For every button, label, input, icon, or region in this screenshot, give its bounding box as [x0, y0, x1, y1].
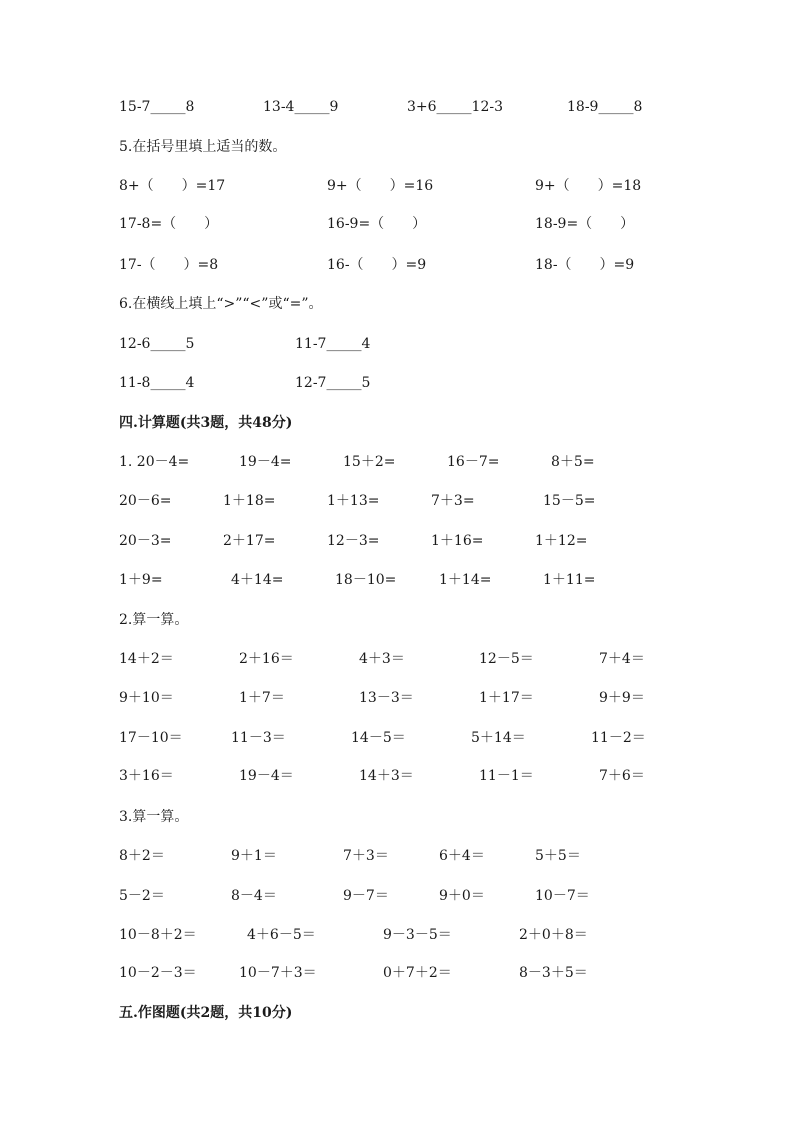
calc-row: [0, 569, 794, 591]
top-row-item: 15-7_____8: [119, 99, 195, 115]
calc-row: [0, 765, 794, 787]
q5-item: 18-9=（ ）: [535, 216, 635, 232]
q5-item: 17-8=（ ）: [119, 216, 219, 232]
top-row-item: 3+6_____12-3: [407, 99, 503, 115]
calc-item: 9－3－5＝: [383, 927, 452, 943]
q5-row: [0, 213, 794, 235]
calc-row: [0, 648, 794, 670]
calc-item: 8－3＋5＝: [519, 965, 588, 981]
q5-item: 9+（ ）=18: [535, 178, 642, 194]
q6-item: 12-7_____5: [295, 375, 371, 391]
calc-item: 8＋2＝: [119, 848, 165, 864]
calc-item: 7＋3=: [431, 493, 475, 509]
calc-item: 14＋3＝: [359, 768, 414, 784]
calc-item: 15＋2=: [343, 454, 396, 470]
q5-item: 8+（ ）=17: [119, 178, 226, 194]
q6-item: 11-8_____4: [119, 375, 195, 391]
calc-item: 17－10＝: [119, 730, 183, 746]
calc-row: [0, 727, 794, 749]
calc-item: 12－3=: [327, 533, 380, 549]
calc-item: 10－2－3＝: [119, 965, 197, 981]
calc-row: [0, 490, 794, 512]
calc-item: 13－3＝: [359, 690, 414, 706]
calc-row: [0, 530, 794, 552]
calc-item: 7＋3＝: [343, 848, 389, 864]
calc-item: 4＋3＝: [359, 651, 405, 667]
q5-item: 16-（ ）=9: [327, 257, 427, 273]
calc-item: 0＋7＋2＝: [383, 965, 452, 981]
calc-item: 2＋16＝: [239, 651, 294, 667]
calc-item: 9＋1＝: [231, 848, 277, 864]
calc-item: 10－7＝: [535, 888, 590, 904]
calc-item: 1＋13=: [327, 493, 380, 509]
section-5-title: 五.作图题(共2题，共10分): [119, 1005, 293, 1021]
calc-item: 18－10=: [335, 572, 397, 588]
q6-title: 6.在横线上填上“>”“<”或“=”。: [119, 296, 323, 312]
calc-item: 7＋4＝: [599, 651, 645, 667]
calc-item: 9＋9＝: [599, 690, 645, 706]
calc-item: 1＋11=: [543, 572, 596, 588]
q5-title: 5.在括号里填上适当的数。: [119, 139, 287, 155]
calc-item: 5－2＝: [119, 888, 165, 904]
calc-item: 1＋16=: [431, 533, 484, 549]
calc-item: 1＋17＝: [479, 690, 534, 706]
calc-item: 1＋7＝: [239, 690, 285, 706]
calc-item: 15－5=: [543, 493, 596, 509]
calc-item: 4＋6－5＝: [247, 927, 316, 943]
calc-item: 10－7＋3＝: [239, 965, 317, 981]
calc-item: 1＋9=: [119, 572, 163, 588]
top-compare-row: [0, 96, 794, 118]
q5-item: 17-（ ）=8: [119, 257, 219, 273]
calc-item: 16－7=: [447, 454, 500, 470]
calc-item: 10－8＋2＝: [119, 927, 197, 943]
q6-row: [0, 372, 794, 394]
calc-item: 2＋17=: [223, 533, 276, 549]
q6-row: [0, 333, 794, 355]
calc-row: [0, 451, 794, 473]
calc-item: 19－4=: [239, 454, 292, 470]
calc-item: 8－4＝: [231, 888, 277, 904]
calc-item: 4＋14=: [231, 572, 284, 588]
calc-item: 1＋18=: [223, 493, 276, 509]
calc-item: 9＋10＝: [119, 690, 174, 706]
calc-item: 7＋6＝: [599, 768, 645, 784]
top-row-item: 13-4_____9: [263, 99, 339, 115]
calc-item: 8＋5=: [551, 454, 595, 470]
q3-title: 3.算一算。: [119, 809, 189, 825]
calc-item: 11－2＝: [591, 730, 646, 746]
calc-row: [0, 962, 794, 984]
q2-title: 2.算一算。: [119, 612, 189, 628]
q6-item: 12-6_____5: [119, 336, 195, 352]
calc-item: 14＋2＝: [119, 651, 174, 667]
calc-item: 11－3＝: [231, 730, 286, 746]
top-row-item: 18-9_____8: [567, 99, 643, 115]
calc-item: 3＋16＝: [119, 768, 174, 784]
section-4-title: 四.计算题(共3题，共48分): [119, 415, 293, 431]
calc-item: 6＋4＝: [439, 848, 485, 864]
calc-item: 19－4＝: [239, 768, 294, 784]
calc-item: 14－5＝: [351, 730, 406, 746]
calc-item: 9－7＝: [343, 888, 389, 904]
calc-item: 1. 20－4=: [119, 454, 190, 470]
q5-row: [0, 254, 794, 276]
calc-item: 5＋14＝: [471, 730, 526, 746]
calc-item: 1＋12=: [535, 533, 588, 549]
calc-row: [0, 885, 794, 907]
calc-item: 12－5＝: [479, 651, 534, 667]
calc-item: 20－3=: [119, 533, 172, 549]
calc-row: [0, 845, 794, 867]
calc-item: 11－1＝: [479, 768, 534, 784]
calc-row: [0, 924, 794, 946]
calc-item: 5＋5＝: [535, 848, 581, 864]
q5-item: 9+（ ）=16: [327, 178, 434, 194]
q5-item: 18-（ ）=9: [535, 257, 635, 273]
q5-item: 16-9=（ ）: [327, 216, 427, 232]
calc-item: 1＋14=: [439, 572, 492, 588]
q5-row: [0, 175, 794, 197]
calc-item: 20－6=: [119, 493, 172, 509]
calc-item: 9＋0＝: [439, 888, 485, 904]
calc-item: 2＋0＋8＝: [519, 927, 588, 943]
calc-row: [0, 687, 794, 709]
q6-item: 11-7_____4: [295, 336, 371, 352]
